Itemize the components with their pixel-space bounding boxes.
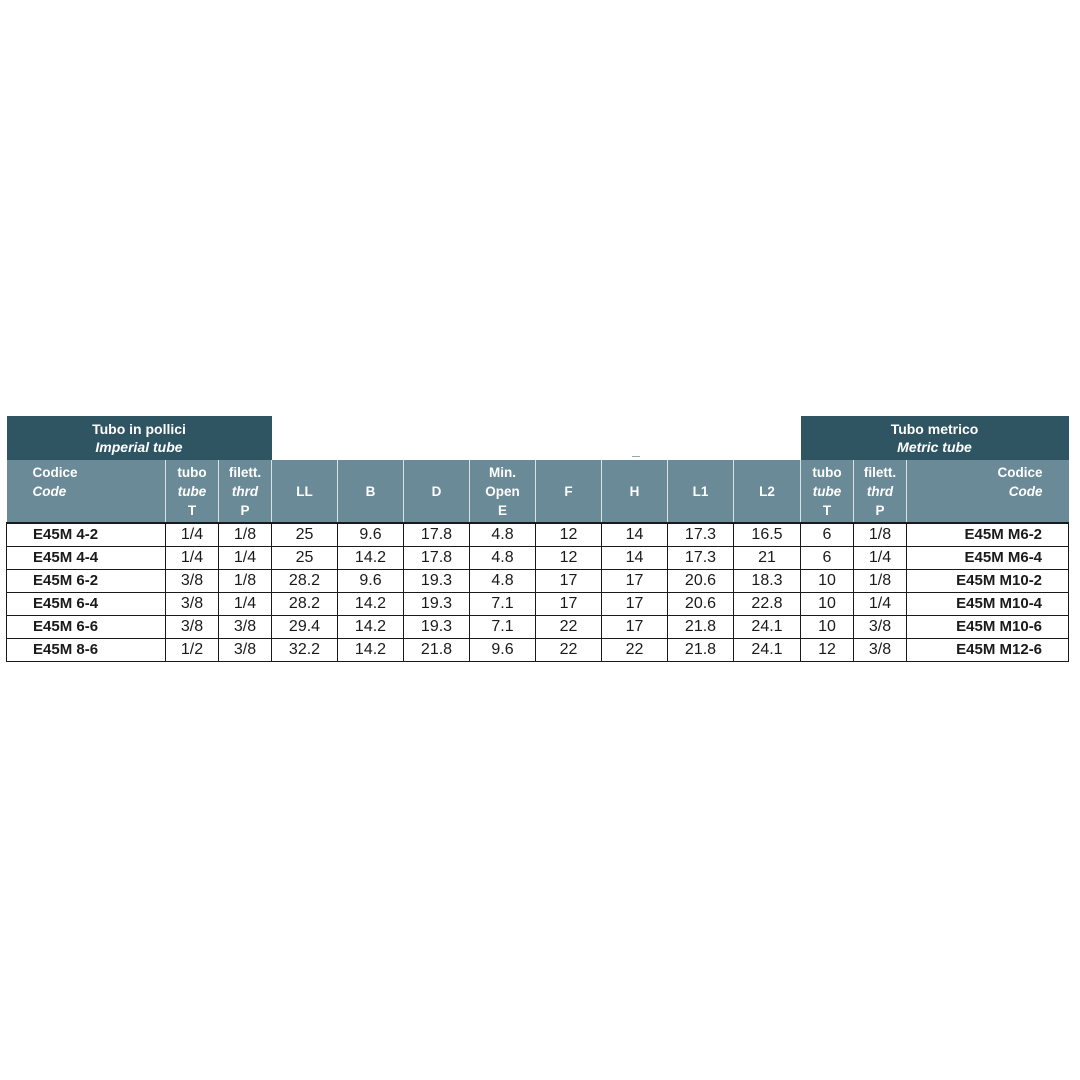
imperial-title: Tubo in pollici bbox=[92, 421, 186, 437]
code-metric-cell: E45M M12-6 bbox=[907, 639, 1069, 662]
col-header-d: D bbox=[404, 460, 470, 523]
group-header-row bbox=[7, 416, 1069, 460]
f-cell: 22 bbox=[536, 639, 602, 662]
tube-imperial-cell: 1/4 bbox=[166, 523, 219, 547]
tube-metric-cell: 12 bbox=[801, 639, 854, 662]
code-imperial-cell: E45M 4-2 bbox=[7, 523, 166, 547]
col-label-en: Code bbox=[1008, 483, 1043, 499]
col-label: tubo bbox=[812, 464, 842, 480]
thread-imperial-cell: 1/4 bbox=[219, 593, 272, 616]
d-cell: 19.3 bbox=[404, 593, 470, 616]
table-row bbox=[7, 639, 1069, 662]
col-symbol: P bbox=[240, 502, 250, 518]
thread-metric-cell: 1/4 bbox=[854, 593, 907, 616]
col-header-thread-imperial bbox=[219, 460, 272, 523]
l2-cell: 22.8 bbox=[734, 593, 801, 616]
tube-metric-cell: 6 bbox=[801, 523, 854, 547]
metric-subtitle: Metric tube bbox=[897, 439, 972, 455]
col-label: Open bbox=[485, 483, 520, 499]
col-label-en: Code bbox=[32, 483, 67, 499]
ll-cell: 29.4 bbox=[272, 616, 338, 639]
table-row bbox=[7, 547, 1069, 570]
d-cell: 19.3 bbox=[404, 616, 470, 639]
f-cell: 17 bbox=[536, 593, 602, 616]
col-header-tube-metric bbox=[801, 460, 854, 523]
e-cell: 7.1 bbox=[470, 616, 536, 639]
col-header-code-metric bbox=[907, 460, 1069, 523]
col-label: filett. bbox=[863, 464, 897, 480]
col-label-en: thrd bbox=[866, 483, 894, 499]
col-header-l1: L1 bbox=[668, 460, 734, 523]
tube-imperial-cell: 1/2 bbox=[166, 639, 219, 662]
thread-imperial-cell: 1/8 bbox=[219, 570, 272, 593]
b-cell: 14.2 bbox=[338, 616, 404, 639]
col-label-en: tube bbox=[812, 483, 842, 499]
header-divider-mark bbox=[632, 456, 640, 457]
code-metric-cell: E45M M10-4 bbox=[907, 593, 1069, 616]
l1-cell: 20.6 bbox=[668, 593, 734, 616]
col-header-ll: LL bbox=[272, 460, 338, 523]
ll-cell: 28.2 bbox=[272, 593, 338, 616]
thread-imperial-cell: 3/8 bbox=[219, 639, 272, 662]
col-symbol: E bbox=[497, 502, 507, 518]
col-header-h: H bbox=[602, 460, 668, 523]
code-metric-cell: E45M M10-6 bbox=[907, 616, 1069, 639]
l1-cell: 17.3 bbox=[668, 523, 734, 547]
b-cell: 9.6 bbox=[338, 570, 404, 593]
thread-metric-cell: 1/8 bbox=[854, 523, 907, 547]
tube-imperial-cell: 3/8 bbox=[166, 593, 219, 616]
col-label: tubo bbox=[177, 464, 207, 480]
ll-cell: 25 bbox=[272, 547, 338, 570]
f-cell: 12 bbox=[536, 523, 602, 547]
h-cell: 17 bbox=[602, 593, 668, 616]
column-header-row bbox=[7, 460, 1069, 523]
code-metric-cell: E45M M10-2 bbox=[907, 570, 1069, 593]
col-label-en: thrd bbox=[231, 483, 259, 499]
spec-table-body bbox=[7, 523, 1069, 662]
code-imperial-cell: E45M 6-6 bbox=[7, 616, 166, 639]
l2-cell: 16.5 bbox=[734, 523, 801, 547]
ll-cell: 28.2 bbox=[272, 570, 338, 593]
col-header-tube-imperial bbox=[166, 460, 219, 523]
b-cell: 14.2 bbox=[338, 593, 404, 616]
b-cell: 14.2 bbox=[338, 547, 404, 570]
f-cell: 22 bbox=[536, 616, 602, 639]
metric-title: Tubo metrico bbox=[890, 421, 979, 437]
imperial-tube-group-header bbox=[7, 416, 272, 460]
d-cell: 17.8 bbox=[404, 523, 470, 547]
tube-metric-cell: 10 bbox=[801, 593, 854, 616]
col-label: Min. bbox=[489, 464, 516, 480]
thread-imperial-cell: 3/8 bbox=[219, 616, 272, 639]
h-cell: 17 bbox=[602, 570, 668, 593]
spec-table-container bbox=[6, 416, 1068, 662]
tube-metric-cell: 10 bbox=[801, 616, 854, 639]
l2-cell: 24.1 bbox=[734, 639, 801, 662]
code-metric-cell: E45M M6-4 bbox=[907, 547, 1069, 570]
h-cell: 14 bbox=[602, 547, 668, 570]
col-label: filett. bbox=[228, 464, 262, 480]
code-imperial-cell: E45M 8-6 bbox=[7, 639, 166, 662]
col-header-thread-metric bbox=[854, 460, 907, 523]
imperial-subtitle: Imperial tube bbox=[95, 439, 183, 455]
l2-cell: 18.3 bbox=[734, 570, 801, 593]
col-symbol: P bbox=[875, 502, 885, 518]
thread-metric-cell: 1/4 bbox=[854, 547, 907, 570]
e-cell: 7.1 bbox=[470, 593, 536, 616]
e-cell: 4.8 bbox=[470, 547, 536, 570]
ll-cell: 32.2 bbox=[272, 639, 338, 662]
d-cell: 17.8 bbox=[404, 547, 470, 570]
l1-cell: 17.3 bbox=[668, 547, 734, 570]
h-cell: 22 bbox=[602, 639, 668, 662]
thread-metric-cell: 1/8 bbox=[854, 570, 907, 593]
f-cell: 17 bbox=[536, 570, 602, 593]
tube-metric-cell: 10 bbox=[801, 570, 854, 593]
e-cell: 4.8 bbox=[470, 570, 536, 593]
tube-imperial-cell: 1/4 bbox=[166, 547, 219, 570]
col-header-f: F bbox=[536, 460, 602, 523]
table-row bbox=[7, 616, 1069, 639]
l1-cell: 20.6 bbox=[668, 570, 734, 593]
thread-metric-cell: 3/8 bbox=[854, 616, 907, 639]
col-symbol: T bbox=[187, 502, 197, 518]
thread-imperial-cell: 1/4 bbox=[219, 547, 272, 570]
col-header-min-open-e bbox=[470, 460, 536, 523]
table-row bbox=[7, 523, 1069, 547]
h-cell: 14 bbox=[602, 523, 668, 547]
col-symbol: T bbox=[822, 502, 832, 518]
col-header-l2: L2 bbox=[734, 460, 801, 523]
metric-tube-group-header bbox=[801, 416, 1069, 460]
d-cell: 21.8 bbox=[404, 639, 470, 662]
f-cell: 12 bbox=[536, 547, 602, 570]
tube-imperial-cell: 3/8 bbox=[166, 570, 219, 593]
ll-cell: 25 bbox=[272, 523, 338, 547]
code-imperial-cell: E45M 6-4 bbox=[7, 593, 166, 616]
b-cell: 9.6 bbox=[338, 523, 404, 547]
thread-imperial-cell: 1/8 bbox=[219, 523, 272, 547]
l2-cell: 21 bbox=[734, 547, 801, 570]
code-imperial-cell: E45M 4-4 bbox=[7, 547, 166, 570]
thread-metric-cell: 3/8 bbox=[854, 639, 907, 662]
table-row bbox=[7, 570, 1069, 593]
col-header-b: B bbox=[338, 460, 404, 523]
col-label: Codice bbox=[32, 464, 78, 480]
col-label: Codice bbox=[997, 464, 1043, 480]
tube-imperial-cell: 3/8 bbox=[166, 616, 219, 639]
col-header-code-imperial bbox=[7, 460, 166, 523]
code-imperial-cell: E45M 6-2 bbox=[7, 570, 166, 593]
table-row bbox=[7, 593, 1069, 616]
group-header-spacer bbox=[272, 416, 801, 460]
e-cell: 4.8 bbox=[470, 523, 536, 547]
d-cell: 19.3 bbox=[404, 570, 470, 593]
h-cell: 17 bbox=[602, 616, 668, 639]
b-cell: 14.2 bbox=[338, 639, 404, 662]
col-label-en: tube bbox=[177, 483, 207, 499]
fitting-spec-table bbox=[6, 416, 1069, 662]
code-metric-cell: E45M M6-2 bbox=[907, 523, 1069, 547]
l1-cell: 21.8 bbox=[668, 616, 734, 639]
l2-cell: 24.1 bbox=[734, 616, 801, 639]
e-cell: 9.6 bbox=[470, 639, 536, 662]
tube-metric-cell: 6 bbox=[801, 547, 854, 570]
l1-cell: 21.8 bbox=[668, 639, 734, 662]
